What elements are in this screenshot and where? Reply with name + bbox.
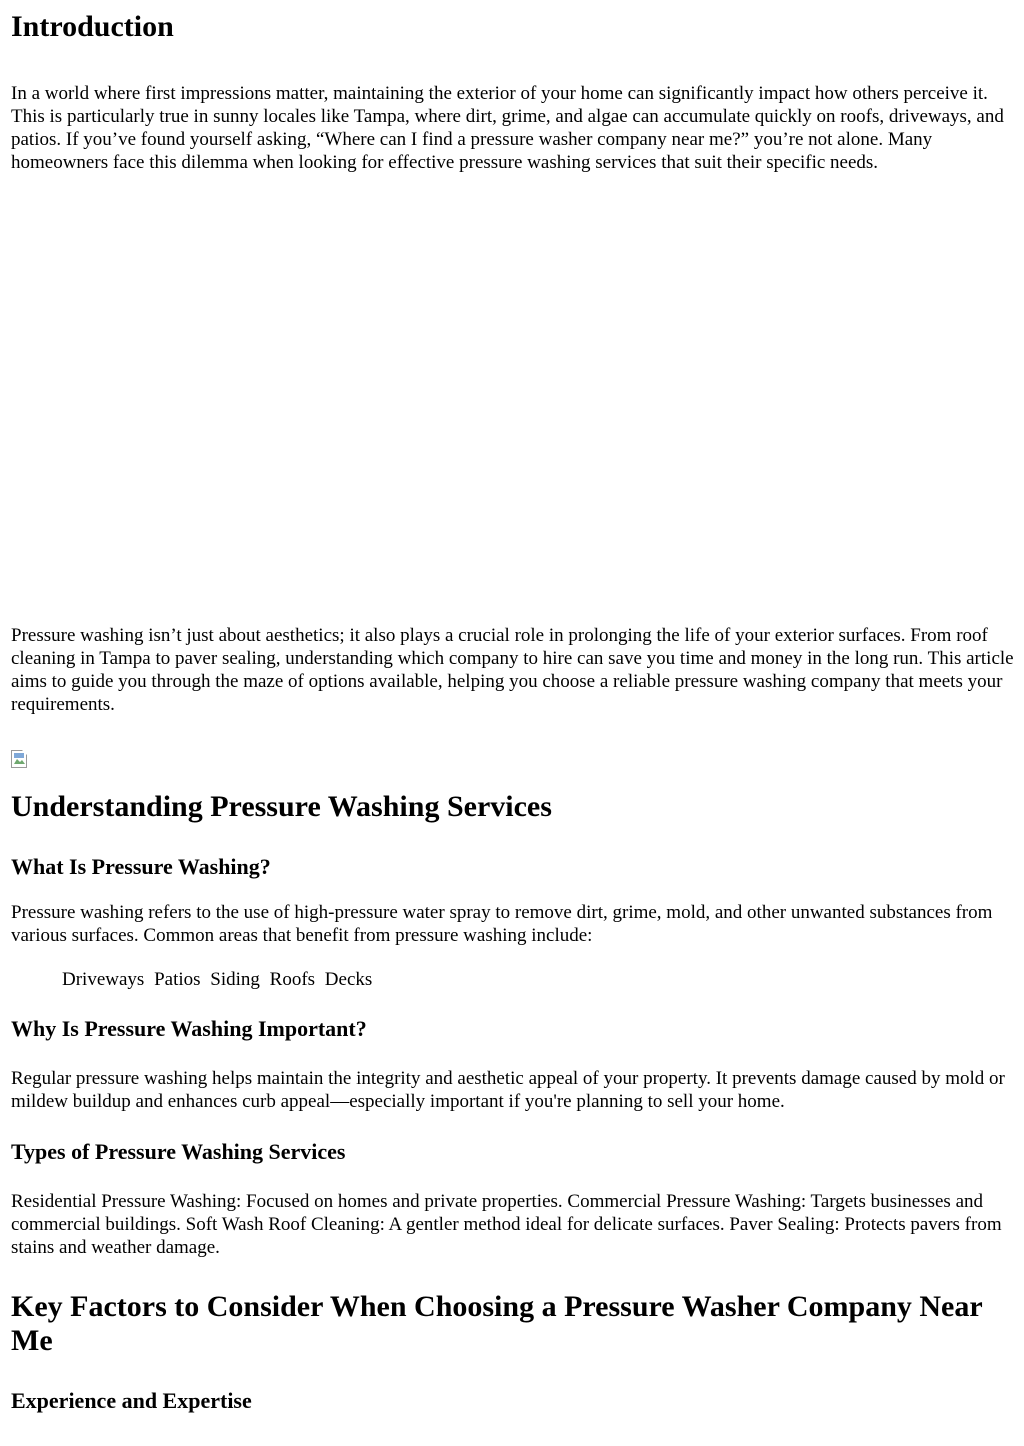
broken-image-icon bbox=[11, 750, 31, 770]
blank-space bbox=[11, 174, 1014, 624]
list-item: Roofs bbox=[269, 969, 316, 990]
intro-paragraph-2: Pressure washing isn’t just about aesthetics; it also plays a crucial role in prolonging the life of your exterior surfaces. From roof cleaning in Tampa to paver sealing, understanding which company to hire can save you time and money in the long run. This article aims to guide you through the maze of options available, helping you choose a reliable pressure washing company that meets your requirements. bbox=[11, 625, 1014, 715]
subheading-what-is: What Is Pressure Washing? bbox=[11, 854, 271, 879]
list-item: Driveways bbox=[62, 969, 145, 990]
list-item: Patios bbox=[154, 969, 201, 990]
intro-paragraph-1: In a world where first impressions matter, maintaining the exterior of your home can significantly impact how others perceive it. This is particularly true in sunny locales like Tampa, where dirt, grime, and algae can accumulate quickly on roofs, driveways, and patios. If you’ve found yourself asking, “Where can I find a pressure washer company near me?” you’re not alone. Many homeowners face this dilemma when looking for effective pressure washing services that suit their specific needs. bbox=[11, 83, 1004, 173]
what-is-paragraph: Pressure washing refers to the use of high-pressure water spray to remove dirt, grime, mold, and other unwanted substances from various surfaces. Common areas that benefit from pressure washing include: bbox=[11, 902, 993, 946]
list-item: Decks bbox=[324, 969, 373, 990]
subheading-experience: Experience and Expertise bbox=[11, 1388, 252, 1413]
list-item: Siding bbox=[210, 969, 260, 990]
section-heading-understanding: Understanding Pressure Washing Services bbox=[11, 790, 552, 823]
intro-heading: Introduction bbox=[11, 10, 174, 43]
subheading-types: Types of Pressure Washing Services bbox=[11, 1139, 346, 1164]
subheading-why-important: Why Is Pressure Washing Important? bbox=[11, 1016, 367, 1041]
why-important-paragraph: Regular pressure washing helps maintain the integrity and aesthetic appeal of your property. It prevents damage caused by mold or mildew buildup and enhances curb appeal—especially important if you're planning to sell your home. bbox=[11, 1068, 1005, 1112]
section-heading-key-factors: Key Factors to Consider When Choosing a Pressure Washer Company Near Me bbox=[11, 1290, 983, 1357]
surface-list bbox=[11, 968, 1014, 991]
types-paragraph: Residential Pressure Washing: Focused on homes and private properties. Commercial Pressure Washing: Targets businesses and commercial buildings. Soft Wash Roof Cleaning: A gentler method ideal for delicate surfaces. Paver Sealing: Protects pavers from stains and weather damage. bbox=[11, 1191, 1002, 1258]
